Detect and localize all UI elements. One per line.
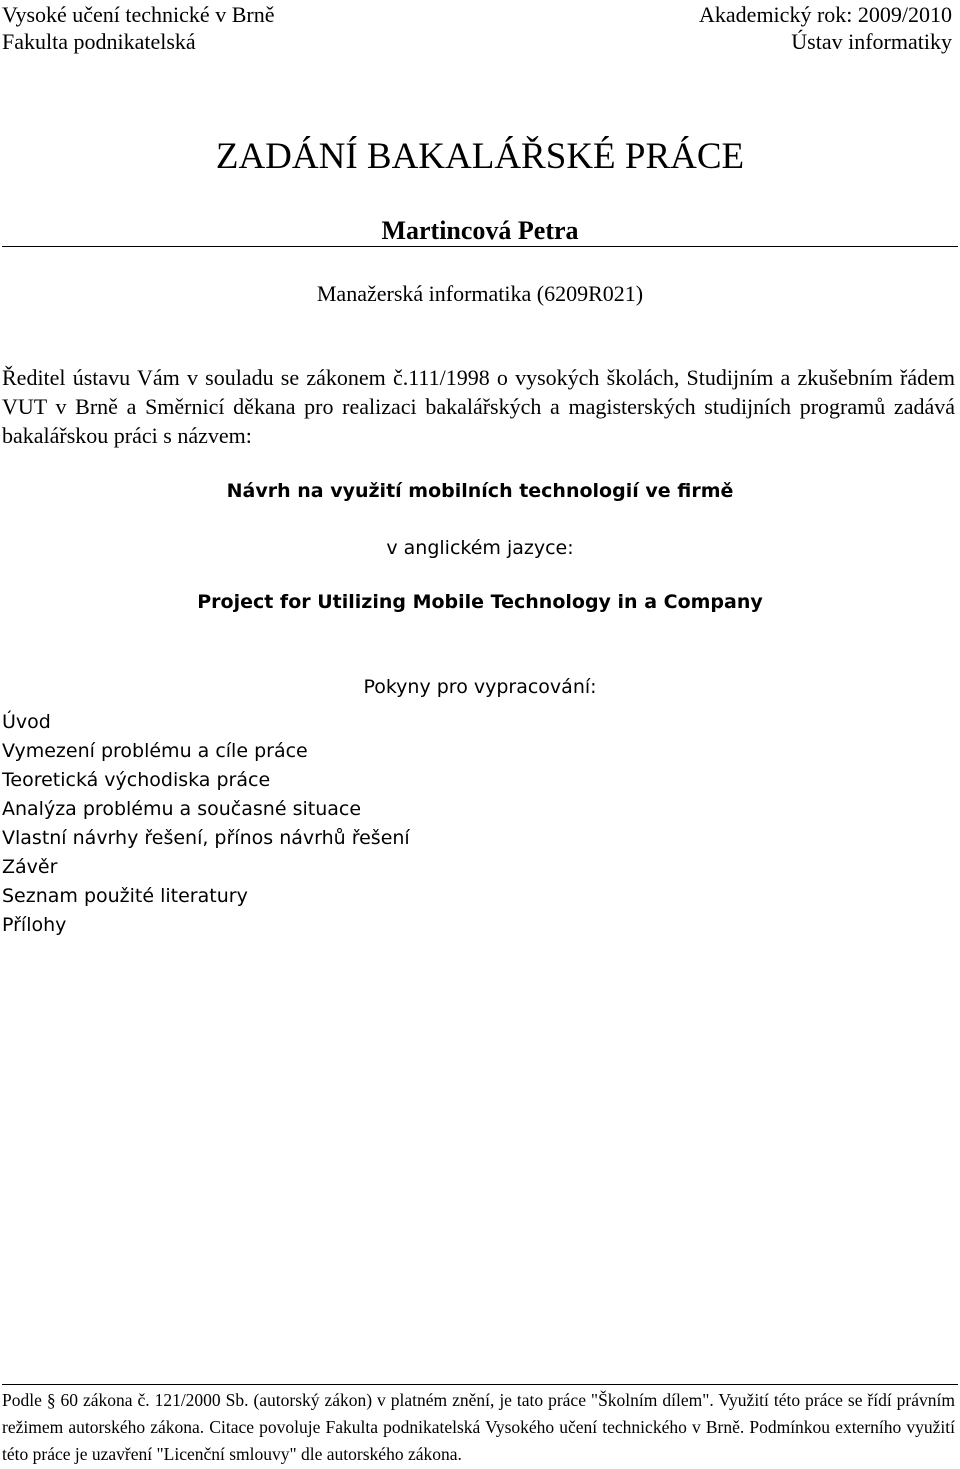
outline-item: Seznam použité literatury xyxy=(2,885,248,907)
university-name: Vysoké učení technické v Brně xyxy=(2,2,275,27)
document-title: ZADÁNÍ BAKALÁŘSKÉ PRÁCE xyxy=(215,136,745,177)
faculty-name: Fakulta podnikatelská xyxy=(2,29,196,54)
thesis-outline xyxy=(2,708,410,940)
student-name: Martincová Petra xyxy=(381,216,579,245)
footer-divider xyxy=(2,1384,958,1385)
outline-item: Přílohy xyxy=(2,914,67,936)
outline-item: Závěr xyxy=(2,856,58,878)
header-divider xyxy=(2,246,958,247)
instructions-heading: Pokyny pro vypracování: xyxy=(363,676,597,698)
outline-item: Úvod xyxy=(2,711,51,733)
copyright-notice: Podle § 60 zákona č. 121/2000 Sb. (autorský zákon) v platném znění, je tato práce "Školním dílem". Využití této práce se řídí právním režimem autorského zákona. Citace povoluje Fakulta podnikatelská Vysokého učení technického v Brně. Podmínkou externího využití této práce je uzavření "Licenční smlouvy" dle autorského zákona. xyxy=(2,1390,955,1464)
thesis-title-english: Project for Utilizing Mobile Technology in a Company xyxy=(197,591,763,613)
english-title-label: v anglickém jazyce: xyxy=(386,537,574,559)
outline-item: Analýza problému a současné situace xyxy=(2,798,362,820)
outline-item: Vymezení problému a cíle práce xyxy=(2,740,308,762)
outline-item: Teoretická východiska práce xyxy=(2,769,271,791)
thesis-title-czech: Návrh na využití mobilních technologií ve firmě xyxy=(226,480,734,502)
assignment-intro: Ředitel ústavu Vám v souladu se zákonem č.111/1998 o vysokých školách, Studijním a zkušebním řádem VUT v Brně a Směrnicí děkana pro realizaci bakalářských a magisterských studijních programů zadává bakalářskou práci s názvem: xyxy=(2,365,955,448)
institute-name: Ústav informatiky xyxy=(791,29,952,54)
academic-year: Akademický rok: 2009/2010 xyxy=(699,2,952,27)
study-program: Manažerská informatika (6209R021) xyxy=(316,281,644,306)
outline-item: Vlastní návrhy řešení, přínos návrhů řešení xyxy=(2,827,410,849)
